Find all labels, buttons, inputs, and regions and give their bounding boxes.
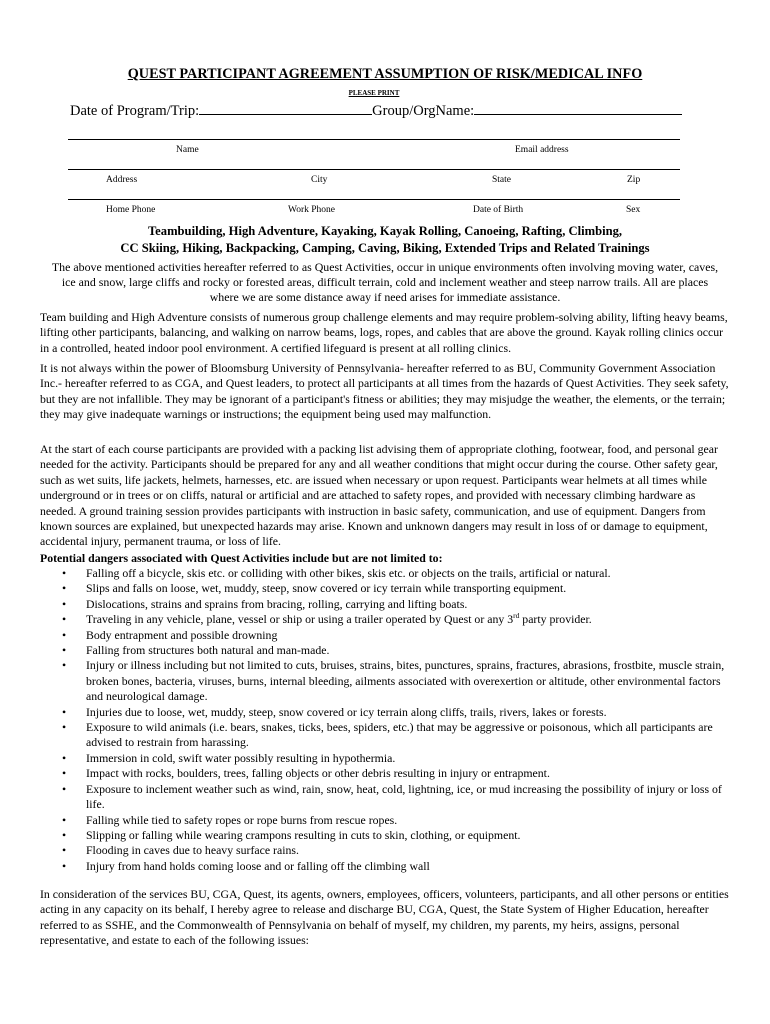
work-phone-label: Work Phone <box>288 205 335 215</box>
bullet-icon: • <box>62 812 67 827</box>
danger-item <box>40 643 740 658</box>
danger-item <box>40 859 740 874</box>
bullet-icon: • <box>62 827 67 842</box>
dangers-list <box>40 566 740 874</box>
danger-item <box>40 581 740 596</box>
name-label: Name <box>176 145 199 155</box>
danger-text: Immersion in cold, swift water possibly resulting in hypothermia. <box>86 750 396 765</box>
bullet-icon: • <box>62 612 67 627</box>
danger-text: Injury from hand holds coming loose and or falling off the climbing wall <box>86 858 430 873</box>
activities-line-1: Teambuilding, High Adventure, Kayaking, Kayak Rolling, Canoeing, Rafting, Climbing, <box>147 224 623 238</box>
danger-text: Injury or illness including but not limited to cuts, bruises, strains, bites, punctures, sprains, fractures, abrasions, frostbite, muscle strain, broken bones, bacteria, viruses, burns, internal bleeding, ailments associated with overexertion or altitude, other environmental factors and neurological damage. <box>86 658 725 704</box>
danger-item <box>40 597 740 612</box>
danger-text: Dislocations, strains and sprains from bracing, rolling, carrying and lifting boats. <box>86 596 468 611</box>
danger-item <box>40 612 740 627</box>
dob-label: Date of Birth <box>473 205 524 215</box>
danger-item <box>40 766 740 781</box>
ordinal-suffix: rd <box>513 611 520 621</box>
dangers-heading: Potential dangers associated with Quest Activities include but are not limited to: <box>40 551 443 565</box>
address-line[interactable] <box>68 169 680 170</box>
bullet-icon: • <box>62 658 67 673</box>
state-label: State <box>492 175 511 185</box>
danger-text-tail: party provider. <box>519 612 592 627</box>
danger-text: Falling off a bicycle, skis etc. or colliding with other bikes, skis etc. or objects on the trails, artificial or natural. <box>86 566 611 580</box>
danger-text: Injuries due to loose, wet, muddy, steep, snow covered or icy terrain along cliffs, trails, rivers, lakes or forests. <box>86 704 607 719</box>
danger-item <box>40 705 740 720</box>
danger-text: Traveling in any vehicle, plane, vessel or ship or using a trailer operated by Quest or any 3 <box>86 612 514 627</box>
danger-text: Slipping or falling while wearing crampons resulting in cuts to skin, clothing, or equipment. <box>86 827 521 842</box>
danger-text: Exposure to wild animals (i.e. bears, snakes, ticks, bees, spiders, etc.) that may be aggressive or poisonous, which all participants are advised to restrain from harassing. <box>86 720 713 750</box>
sex-label: Sex <box>626 205 641 215</box>
danger-item <box>40 828 740 843</box>
bullet-icon: • <box>62 581 67 596</box>
group-field[interactable] <box>474 102 682 115</box>
intro-paragraph: The above mentioned activities hereafter referred to as Quest Activities, occur in unique environments often involving moving water, caves, ice and snow, large cliffs and rocky or forested areas, difficult terrain, cold and inclement weather and steep narrow trails. All are places where we are some distance away if need arises for immediate assistance. <box>51 260 719 305</box>
bullet-icon: • <box>62 627 67 642</box>
danger-item <box>40 813 740 828</box>
closing-paragraph <box>40 887 734 949</box>
danger-item <box>40 566 740 581</box>
date-label: Date of Program/Trip: <box>70 103 200 119</box>
danger-text: Flooding in caves due to heavy surface rains. <box>86 843 299 858</box>
danger-item <box>40 720 740 751</box>
danger-text: Impact with rocks, boulders, trees, falling objects or other debris resulting in injury or entrapment. <box>86 766 550 781</box>
bullet-icon: • <box>62 720 67 735</box>
bullet-icon: • <box>62 766 67 781</box>
date-field[interactable] <box>199 102 372 115</box>
paragraph-text: At the start of each course participants are provided with a packing list advising them of appropriate clothing, footwear, food, and personal gear needed for the activity. Participants should be prepared for any and all weather conditions that might occur during the course. Other safety gear, such as wet suits, life jackets, helmets, harnesses, etc. are issued when necessary or upon request. Participants wear helmets at all times while underground or in trees or on cliffs, natural or artificial and are attached to safety ropes, and provided with necessary climbing hardware as needed. A ground training session provides participants with instruction in basic safety, communication, and use of equipment. Dangers from known sources are explained, but unexpected hazards may arise. Known and unknown dangers may result in loss of or damage to equipment, accidental injury, permanent trauma, or loss of life. <box>40 442 718 549</box>
equipment-paragraph <box>40 442 734 550</box>
danger-item <box>40 628 740 643</box>
danger-text: Falling from structures both natural and man-made. <box>86 643 330 658</box>
bullet-icon: • <box>62 843 67 858</box>
bullet-icon: • <box>62 704 67 719</box>
phone-line[interactable] <box>68 199 680 200</box>
program-date-row <box>70 102 682 120</box>
bullet-icon: • <box>62 750 67 765</box>
please-print-note: PLEASE PRINT <box>348 89 400 97</box>
liability-paragraph <box>40 361 734 423</box>
teambuilding-paragraph <box>40 310 734 356</box>
danger-item <box>40 658 740 704</box>
activities-line-2: CC Skiing, Hiking, Backpacking, Camping, Caving, Biking, Extended Trips and Related Trainings <box>120 241 650 255</box>
bullet-icon: • <box>62 643 67 658</box>
danger-item <box>40 751 740 766</box>
bullet-icon: • <box>62 781 67 796</box>
zip-label: Zip <box>627 175 641 185</box>
danger-text: Falling while tied to safety ropes or rope burns from rescue ropes. <box>86 812 398 827</box>
danger-text: Exposure to inclement weather such as wind, rain, snow, heat, cold, lightning, ice, or mud increasing the possibility of injury or loss of life. <box>86 781 722 812</box>
bullet-icon: • <box>62 858 67 873</box>
city-label: City <box>311 175 328 185</box>
address-label: Address <box>106 175 138 185</box>
group-label: Group/OrgName: <box>372 103 475 119</box>
danger-text: Slips and falls on loose, wet, muddy, steep, snow covered or icy terrain while transporting equipment. <box>86 581 567 596</box>
bullet-icon: • <box>62 566 67 580</box>
danger-item <box>40 782 740 813</box>
name-email-line[interactable] <box>68 139 680 140</box>
paragraph-text: It is not always within the power of Bloomsburg University of Pennsylvania- hereafter referred to as BU, Community Government Association Inc.- hereafter referred to as CGA, and Quest leaders, to protect all participants at all times from the hazards of Quest Activities. They seek safety, but they are not infallible. They may be ignorant of a participant's fitness or abilities; they may misjudge the weather, the elements, or the terrain; they may give inadequate warnings or instructions; the equipment being used may malfunction. <box>40 361 729 422</box>
page-title: QUEST PARTICIPANT AGREEMENT ASSUMPTION OF RISK/MEDICAL INFO <box>127 66 643 82</box>
home-phone-label: Home Phone <box>106 205 156 215</box>
bullet-icon: • <box>62 596 67 611</box>
paragraph-text: Team building and High Adventure consists of numerous group challenge elements and may require problem-solving ability, lifting heavy beams, lifting other participants, balancing, and walking on narrow beams, logs, ropes, and cables that are above the ground. Kayak rolling clinics occur in a controlled, heated indoor pool environment. A certified lifeguard is present at all rolling clinics. <box>40 310 728 355</box>
danger-item <box>40 843 740 858</box>
email-label: Email address <box>515 145 569 155</box>
paragraph-text: In consideration of the services BU, CGA, Quest, its agents, owners, employees, officers, volunteers, participants, and all other persons or entities acting in any capacity on its behalf, I hereby agree to release and discharge BU, CGA, Quest, the State System of Higher Education, hereafter referred to as SSHE, and the Commonwealth of Pennsylvania on behalf of myself, my children, my parents, my heirs, assigns, personal representative, and estate to each of the following issues: <box>40 887 729 948</box>
danger-text: Body entrapment and possible drowning <box>86 627 278 642</box>
